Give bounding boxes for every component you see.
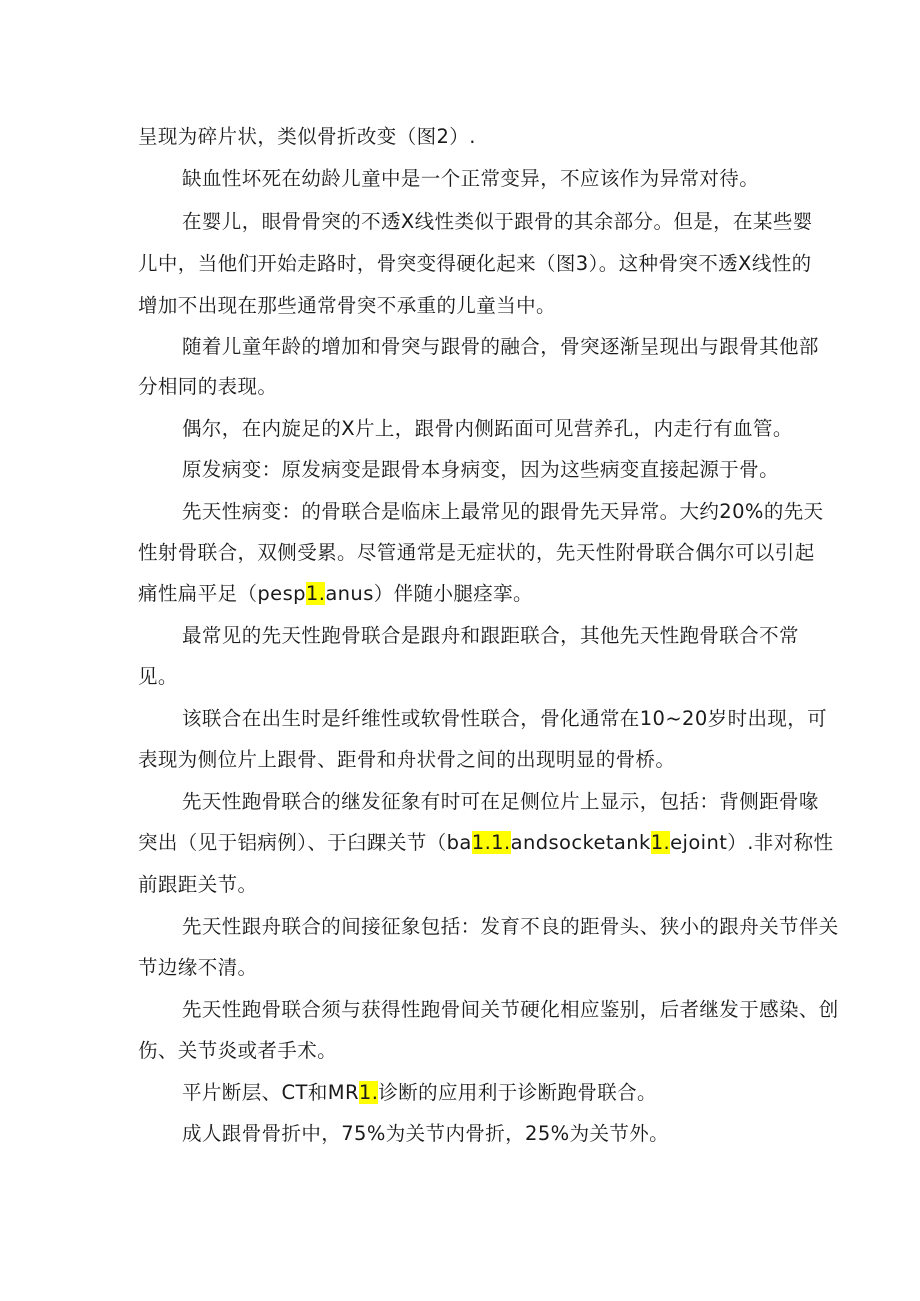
paragraph-line: 先天性跟舟联合的间接征象包括：发育不良的距骨头、狭小的跟舟关节伴关 [182, 915, 839, 938]
highlighted-text: 1. [358, 1081, 379, 1104]
text-line: 呈现为碎片状，类似骨折改变（图2）. [138, 125, 476, 148]
text-line: 性射骨联合，双侧受累。尽管通常是无症状的，先天性附骨联合偶尔可以引起 [138, 541, 815, 564]
paragraph-line [182, 1080, 657, 1106]
text-line: 前跟距关节。 [138, 873, 258, 896]
text-line: 见。 [138, 665, 178, 688]
text-run: andsocketank [510, 831, 651, 854]
paragraph-line: 先天性病变：的骨联合是临床上最常见的跟骨先天异常。大约20%的先天 [182, 500, 824, 523]
text-run: 诊断的应用利于诊断跑骨联合。 [378, 1081, 657, 1104]
highlighted-text: 1. [650, 831, 671, 854]
highlighted-text: 1. [305, 582, 326, 605]
paragraph-line: 在婴儿，眼骨骨突的不透X线性类似于跟骨的其余部分。但是，在某些婴 [182, 210, 813, 233]
text-line: 伤、关节炎或者手术。 [138, 1039, 338, 1062]
paragraph-line: 该联合在出生时是纤维性或软骨性联合，骨化通常在10~20岁时出现，可 [182, 707, 828, 730]
paragraph-line: 偶尔，在内旋足的X片上，跟骨内侧跖面可见营养孔，内走行有血管。 [182, 417, 793, 440]
text-line: 节边缘不清。 [138, 956, 258, 979]
text-line [138, 830, 833, 856]
text-run: 突出（见于铝病例）、于臼踝关节（ba [138, 831, 472, 854]
text-run: 痛性扁平足（pesp [138, 582, 306, 605]
text-line [138, 581, 533, 607]
paragraph-line: 最常见的先天性跑骨联合是跟舟和跟距联合，其他先天性跑骨联合不常 [182, 624, 799, 647]
text-run: anus）伴随小腿痉挛。 [325, 582, 533, 605]
paragraph-line: 原发病变：原发病变是跟骨本身病变，因为这些病变直接起源于骨。 [182, 458, 780, 481]
paragraph-line: 先天性跑骨联合须与获得性跑骨间关节硬化相应鉴别，后者继发于感染、创 [182, 998, 839, 1021]
text-line: 分相同的表现。 [138, 375, 278, 398]
highlighted-text: 1.1. [471, 831, 511, 854]
paragraph-line: 先天性跑骨联合的继发征象有时可在足侧位片上显示，包括：背侧距骨喙 [182, 790, 819, 813]
paragraph-line: 缺血性坏死在幼龄儿童中是一个正常变异，不应该作为异常对待。 [182, 167, 760, 190]
text-run: 平片断层、CT和MR [182, 1081, 359, 1104]
paragraph-line: 随着儿童年龄的增加和骨突与跟骨的融合，骨突逐渐呈现出与跟骨其他部 [182, 335, 819, 358]
text-line: 增加不出现在那些通常骨突不承重的儿童当中。 [138, 294, 556, 317]
text-line: 表现为侧位片上跟骨、距骨和舟状骨之间的出现明显的骨桥。 [138, 748, 676, 771]
text-run: ejoint）.非对称性 [670, 831, 834, 854]
text-line: 儿中，当他们开始走路时，骨突变得硬化起来（图3）。这种骨突不透X线性的 [138, 252, 812, 275]
paragraph-line: 成人跟骨骨折中，75%为关节内骨折，25%为关节外。 [182, 1122, 670, 1145]
